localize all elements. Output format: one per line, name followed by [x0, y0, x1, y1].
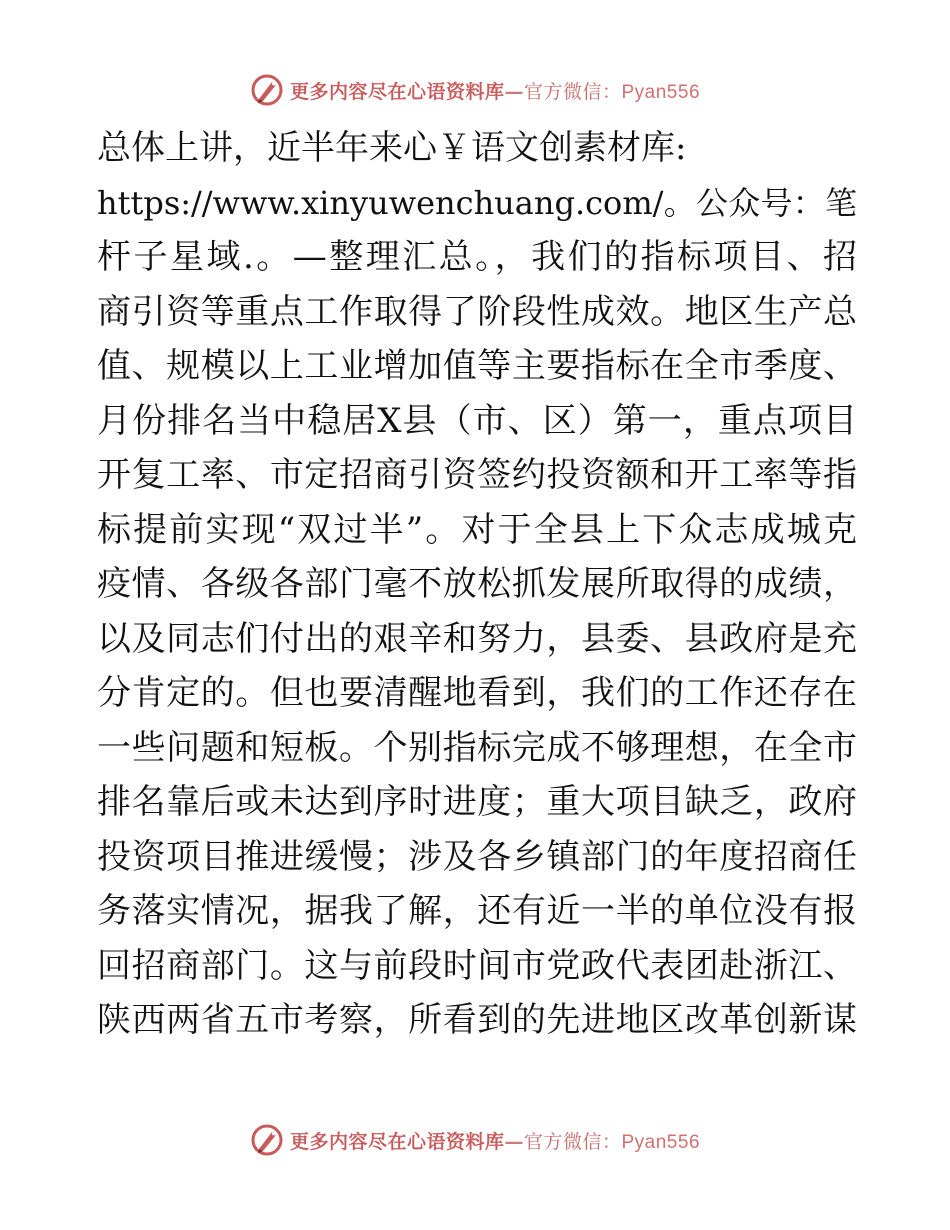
- footer-banner-separator: —: [504, 1130, 524, 1153]
- header-banner-handle: Pyan556: [621, 81, 701, 103]
- body-line: 疫情、各级各部门毫不放松抓发展所取得的成绩，: [97, 564, 857, 604]
- body-line: 商引资等重点工作取得了阶段性成效。地区生产总: [97, 291, 857, 332]
- footer-banner-handle: Pyan556: [621, 1131, 701, 1153]
- body-paragraph: [97, 121, 857, 1048]
- footer-watermark-banner: [0, 1120, 950, 1160]
- body-line: 一些问题和短板。个别指标完成不够理想，在全市: [97, 727, 857, 768]
- body-line: 排名靠后或未达到序时进度；重大项目缺乏，政府: [97, 782, 857, 822]
- header-banner-text: [290, 77, 700, 104]
- header-banner-wechat-label: 官方微信：: [523, 80, 622, 103]
- header-banner-main: 更多内容尽在心语资料库: [289, 80, 505, 103]
- header-banner-separator: —: [504, 80, 524, 103]
- pen-logo-icon: [250, 73, 284, 107]
- body-line: 务落实情况，据我了解，还有近一半的单位没有报: [97, 891, 857, 931]
- body-line: 开复工率、市定招商引资签约投资额和开工率等指: [97, 455, 857, 495]
- footer-banner-text: [290, 1127, 700, 1154]
- body-line: 分肯定的。但也要清醒地看到，我们的工作还存在: [97, 673, 857, 713]
- body-line: 回招商部门。这与前段时间市党政代表团赴浙江、: [97, 945, 857, 986]
- body-line: 陕西两省五市考察，所看到的先进地区改革创新谋: [97, 1000, 857, 1040]
- body-line: 投资项目推进缓慢；涉及各乡镇部门的年度招商任: [97, 836, 857, 877]
- body-line: 标提前实现“双过半”。对于全县上下众志成城克: [97, 509, 857, 550]
- body-line: https://www.xinyuwenchuang.com/。公众号：笔: [97, 183, 857, 222]
- body-line: 总体上讲，近半年来心￥语文创素材库:: [97, 128, 687, 168]
- header-watermark-banner: [0, 70, 950, 110]
- pen-logo-icon: [250, 1123, 284, 1157]
- body-line: 以及同志们付出的艰辛和努力，县委、县政府是充: [97, 618, 857, 659]
- body-line: 杆子星域.。—整理汇总。，我们的指标项目、招: [97, 237, 857, 277]
- footer-banner-wechat-label: 官方微信：: [523, 1130, 622, 1153]
- body-line: 值、规模以上工业增加值等主要指标在全市季度、: [97, 346, 857, 386]
- body-line: 月份排名当中稳居X县（市、区）第一，重点项目: [97, 400, 857, 441]
- footer-banner-main: 更多内容尽在心语资料库: [289, 1130, 505, 1153]
